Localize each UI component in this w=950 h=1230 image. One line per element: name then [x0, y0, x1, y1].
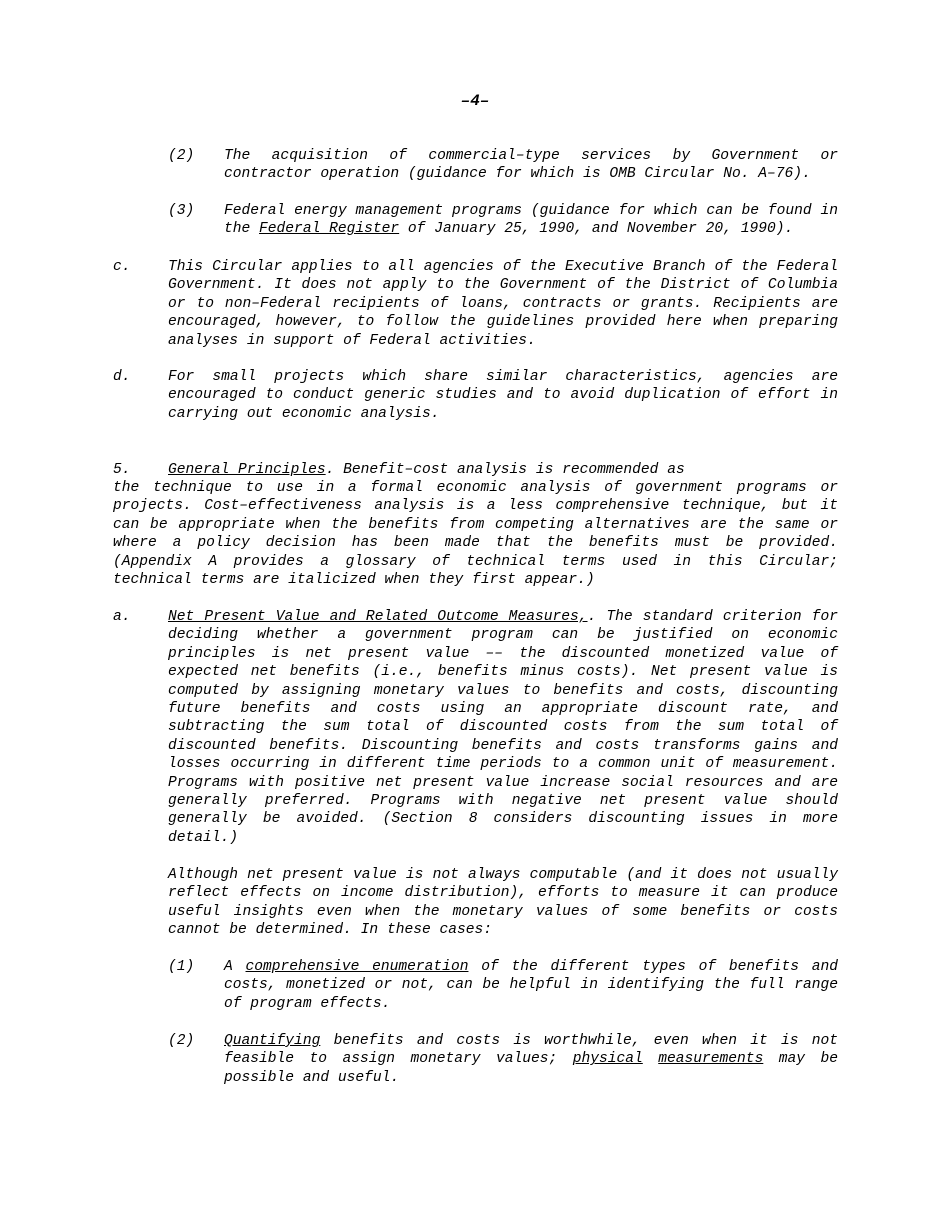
section-5a-body: . The standard criterion for deciding whether a government program can be justified on economic principles is net present value –– the discounted monetized value of expected net benefits (i.e., benefits minus costs). Net present value is computed by assigning monetary values to benefits and costs, discounting future benefits and costs using an appropriate discount rate, and subtracting the sum total of discounted costs from the sum total of discounted benefits. Discounting benefits and costs transforms gains and losses occurring in different time periods to a common unit of measurement. Programs with positive net present value increase social resources and are generally preferred. Programs with negative net present value should generally be avoided. (Section 8 considers discounting issues in more detail.) — [168, 609, 838, 846]
item-b3-text-2: of January 25, 1990, and November 20, 1990). — [399, 221, 794, 238]
item-d-marker: d. — [113, 369, 131, 385]
item-b2-marker: (2) — [168, 148, 195, 164]
sub1-text — [224, 958, 838, 1013]
section-5-heading-line — [168, 461, 838, 479]
section-5a-para2: Although net present value is not always computable (and it does not usually reflect effects on income distribution), efforts to measure it can produce useful insights even when the monetary values of some benefits or costs cannot be determined. In these cases: — [168, 867, 838, 939]
federal-register-title: Federal Register — [259, 221, 400, 238]
section-5a-marker: a. — [113, 609, 131, 625]
sub2-text-2 — [643, 1051, 658, 1067]
item-b3-text — [224, 202, 838, 239]
sub2-text-1: benefits and costs is worthwhile, even when it is not feasible to assign monetary values; — [224, 1033, 838, 1068]
section-5-body: the technique to use in a formal economic analysis of government programs or projects. Cost–effectiveness analysis is a less comprehensive technique, but it can be appropriate when the benefits from competing alternatives are the same or where a policy decision has been made that the benefits must be provided. (Appendix A provides a glossary of technical terms used in this Circular; technical terms are italicized when they first appear.) — [113, 480, 838, 589]
section-5a-heading: Net Present Value and Related Outcome Measures, — [168, 609, 588, 625]
section-5-first-line: . Benefit–cost analysis is recommended as — [325, 462, 685, 478]
section-5-heading: General Principles — [168, 462, 326, 478]
section-5a-text — [168, 608, 838, 847]
item-b3-marker: (3) — [168, 203, 195, 219]
sub2-marker: (2) — [168, 1033, 195, 1049]
sub2-term-3: measurements — [658, 1051, 764, 1068]
sub2-term-1: Quantifying — [224, 1033, 321, 1049]
sub1-text-1: A — [224, 959, 246, 975]
item-b2-text: The acquisition of commercial–type services by Government or contractor operation (guidance for which is OMB Circular No. A–76). — [224, 148, 838, 183]
item-b3-text-1: Federal energy management programs (guidance for which can be found in the — [224, 203, 838, 238]
sub1-term: comprehensive enumeration — [245, 959, 469, 975]
sub1-marker: (1) — [168, 959, 195, 975]
item-d-text: For small projects which share similar characteristics, agencies are encouraged to conduct generic studies and to avoid duplication of effort in carrying out economic analysis. — [168, 369, 838, 422]
sub2-text — [224, 1032, 838, 1087]
section-5-number: 5. — [113, 462, 131, 478]
sub2-text-3: may be possible and useful. — [224, 1051, 839, 1086]
page-number: –4– — [460, 92, 490, 110]
item-c-marker: c. — [113, 259, 131, 275]
sub2-term-2: physical — [572, 1051, 643, 1068]
item-c-text: This Circular applies to all agencies of the Executive Branch of the Federal Government. It does not apply to the Government of the District of Columbia or to non–Federal recipients of loans, contracts or grants. Recipients are encouraged, however, to follow the guidelines provided here when preparing analyses in support of Federal activities. — [168, 259, 838, 349]
sub1-text-2: of the different types of benefits and costs, monetized or not, can be helpful in identifying the full range of program effects. — [224, 959, 838, 1012]
